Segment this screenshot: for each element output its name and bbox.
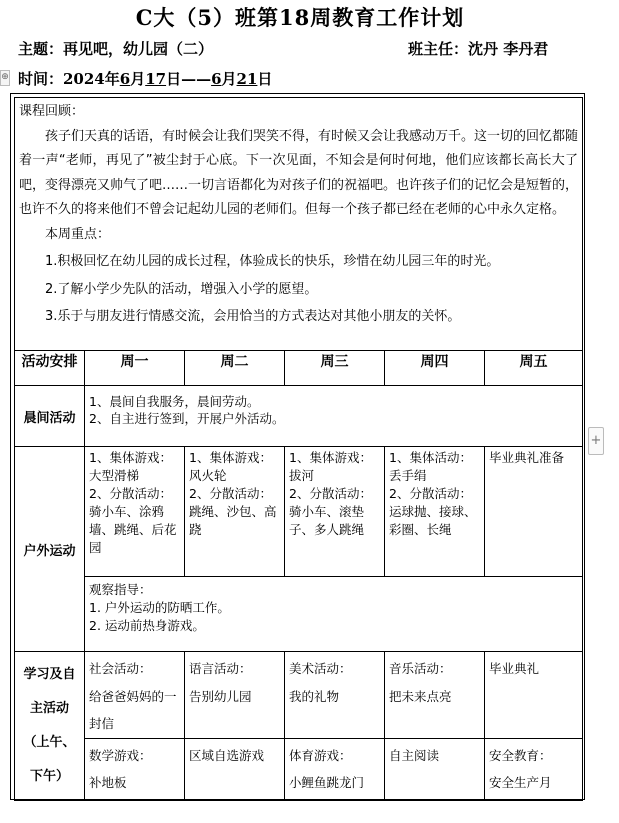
- study-friday-1: [485, 652, 583, 739]
- study-label-line: 主活动: [29, 700, 69, 716]
- outdoor-text: 1、集体游戏：大型滑梯 2、分散活动：骑小车、涂鸦墙、跳绳、后花园: [89, 450, 177, 555]
- header-monday: 周一: [85, 351, 185, 386]
- table-move-handle-icon[interactable]: ⊕: [0, 70, 10, 86]
- study-thursday-1: [385, 652, 485, 739]
- study-label-line: （上午、: [23, 734, 76, 750]
- outdoor-text: 毕业典礼准备: [489, 450, 565, 465]
- theme-label: 主题：再见吧，幼儿园（二）: [18, 40, 214, 58]
- focus-item: 2.了解小学少先队的活动，增强入小学的愿望。: [45, 281, 318, 297]
- header-wednesday: 周三: [285, 351, 385, 386]
- date-prefix: 时间：2024年: [18, 70, 120, 88]
- outdoor-tuesday: [185, 447, 285, 577]
- morning-content: [85, 386, 583, 447]
- study-friday-2: [485, 738, 583, 800]
- morning-line: 1、晨间自我服务，晨间劳动。: [89, 394, 260, 409]
- focus-item: 1.积极回忆在幼儿园的成长过程，体验成长的快乐，珍惜在幼儿园三年的时光。: [45, 254, 500, 269]
- header-row: [15, 351, 583, 386]
- study-wednesday-2: [285, 738, 385, 800]
- study-thursday-2: [385, 738, 485, 800]
- teacher-label: 班主任：沈丹 李丹君: [408, 40, 549, 58]
- study-text: 美术活动： 我的礼物: [289, 661, 352, 704]
- study-text: 音乐活动： 把未来点亮: [389, 661, 452, 704]
- date-start-day: 17: [145, 70, 167, 88]
- outdoor-text: 1、集体游戏：拔河 2、分散活动：骑小车、滚垫子、多人跳绳: [289, 450, 372, 537]
- observation-guide: [85, 577, 583, 652]
- study-label: [15, 652, 85, 801]
- observe-item: 2. 运动前热身游戏。: [89, 618, 205, 633]
- study-text: 区域自选游戏: [189, 747, 265, 763]
- study-text: 社会活动： 给爸爸妈妈的一封信: [89, 661, 177, 731]
- study-monday-2: [85, 738, 185, 800]
- study-text: 体育游戏： 小鲤鱼跳龙门: [289, 747, 365, 790]
- course-review-cell: [15, 98, 583, 351]
- date-end-day: 21: [236, 70, 258, 88]
- observe-item: 1. 户外运动的防晒工作。: [89, 600, 230, 615]
- add-row-icon[interactable]: +: [588, 427, 604, 455]
- study-label-line: 下午）: [29, 768, 69, 784]
- study-text: 安全教育： 安全生产月: [489, 747, 552, 790]
- date-month-char: 月: [130, 70, 146, 88]
- observe-label: 观察指导：: [89, 582, 152, 597]
- outdoor-wednesday: [285, 447, 385, 577]
- study-text: 语言活动： 告别幼儿园: [189, 661, 252, 704]
- date-month-char-2: 月: [221, 70, 237, 88]
- outdoor-friday: [485, 447, 583, 577]
- morning-label: 晨间活动: [15, 386, 85, 447]
- study-text: 数学游戏： 补地板: [89, 747, 152, 790]
- review-paragraph: 孩子们天真的话语，有时候会让我们哭笑不得，有时候又会让我感动万千。这一切的回忆都随着一声“老师，再见了”被尘封于心底。下一次见面，不知会是何时何地，他们应该都长高长大了吧，变得漂亮又帅气了吧……一切言语都化为对孩子们的祝福吧。也许孩子们的记忆会是短暂的，也许不久的将来他们不曾会记起幼儿园的老师们。但每一个孩子都已经在老师的心中永久定格。: [19, 128, 579, 217]
- morning-line: 2、自主进行签到，开展户外活动。: [89, 411, 285, 426]
- study-tuesday-2: [185, 738, 285, 800]
- date-day-char: 日: [257, 70, 273, 88]
- outdoor-label: 户外运动: [15, 447, 85, 652]
- study-text: 自主阅读: [389, 747, 440, 763]
- header-friday: 周五: [485, 351, 583, 386]
- study-wednesday-1: [285, 652, 385, 739]
- study-label-line: 学习及自: [23, 666, 76, 682]
- header-thursday: 周四: [385, 351, 485, 386]
- page-title: C大（5）班第18周教育工作计划: [135, 5, 465, 30]
- header-activity: 活动安排: [15, 351, 85, 386]
- header-tuesday: 周二: [185, 351, 285, 386]
- outdoor-text: 1、集体活动：丢手绢 2、分散活动：运球抛、接球、彩圈、长绳: [389, 450, 477, 537]
- review-label: 课程回顾：: [19, 104, 85, 119]
- outdoor-monday: [85, 447, 185, 577]
- outdoor-text: 1、集体游戏：风火轮 2、分散活动：跳绳、沙包、高跷: [189, 450, 277, 537]
- date-end-month: 6: [211, 70, 222, 88]
- study-tuesday-1: [185, 652, 285, 739]
- focus-label: 本周重点：: [45, 226, 111, 242]
- focus-item: 3.乐于与朋友进行情感交流，会用恰当的方式表达对其他小朋友的关怀。: [45, 309, 461, 324]
- date-separator: 日——: [166, 70, 212, 88]
- outdoor-thursday: [385, 447, 485, 577]
- study-text: 毕业典礼: [489, 661, 540, 676]
- plan-table: [14, 97, 583, 801]
- date-start-month: 6: [119, 70, 131, 88]
- study-monday-1: [85, 652, 185, 739]
- date-range: [18, 68, 272, 89]
